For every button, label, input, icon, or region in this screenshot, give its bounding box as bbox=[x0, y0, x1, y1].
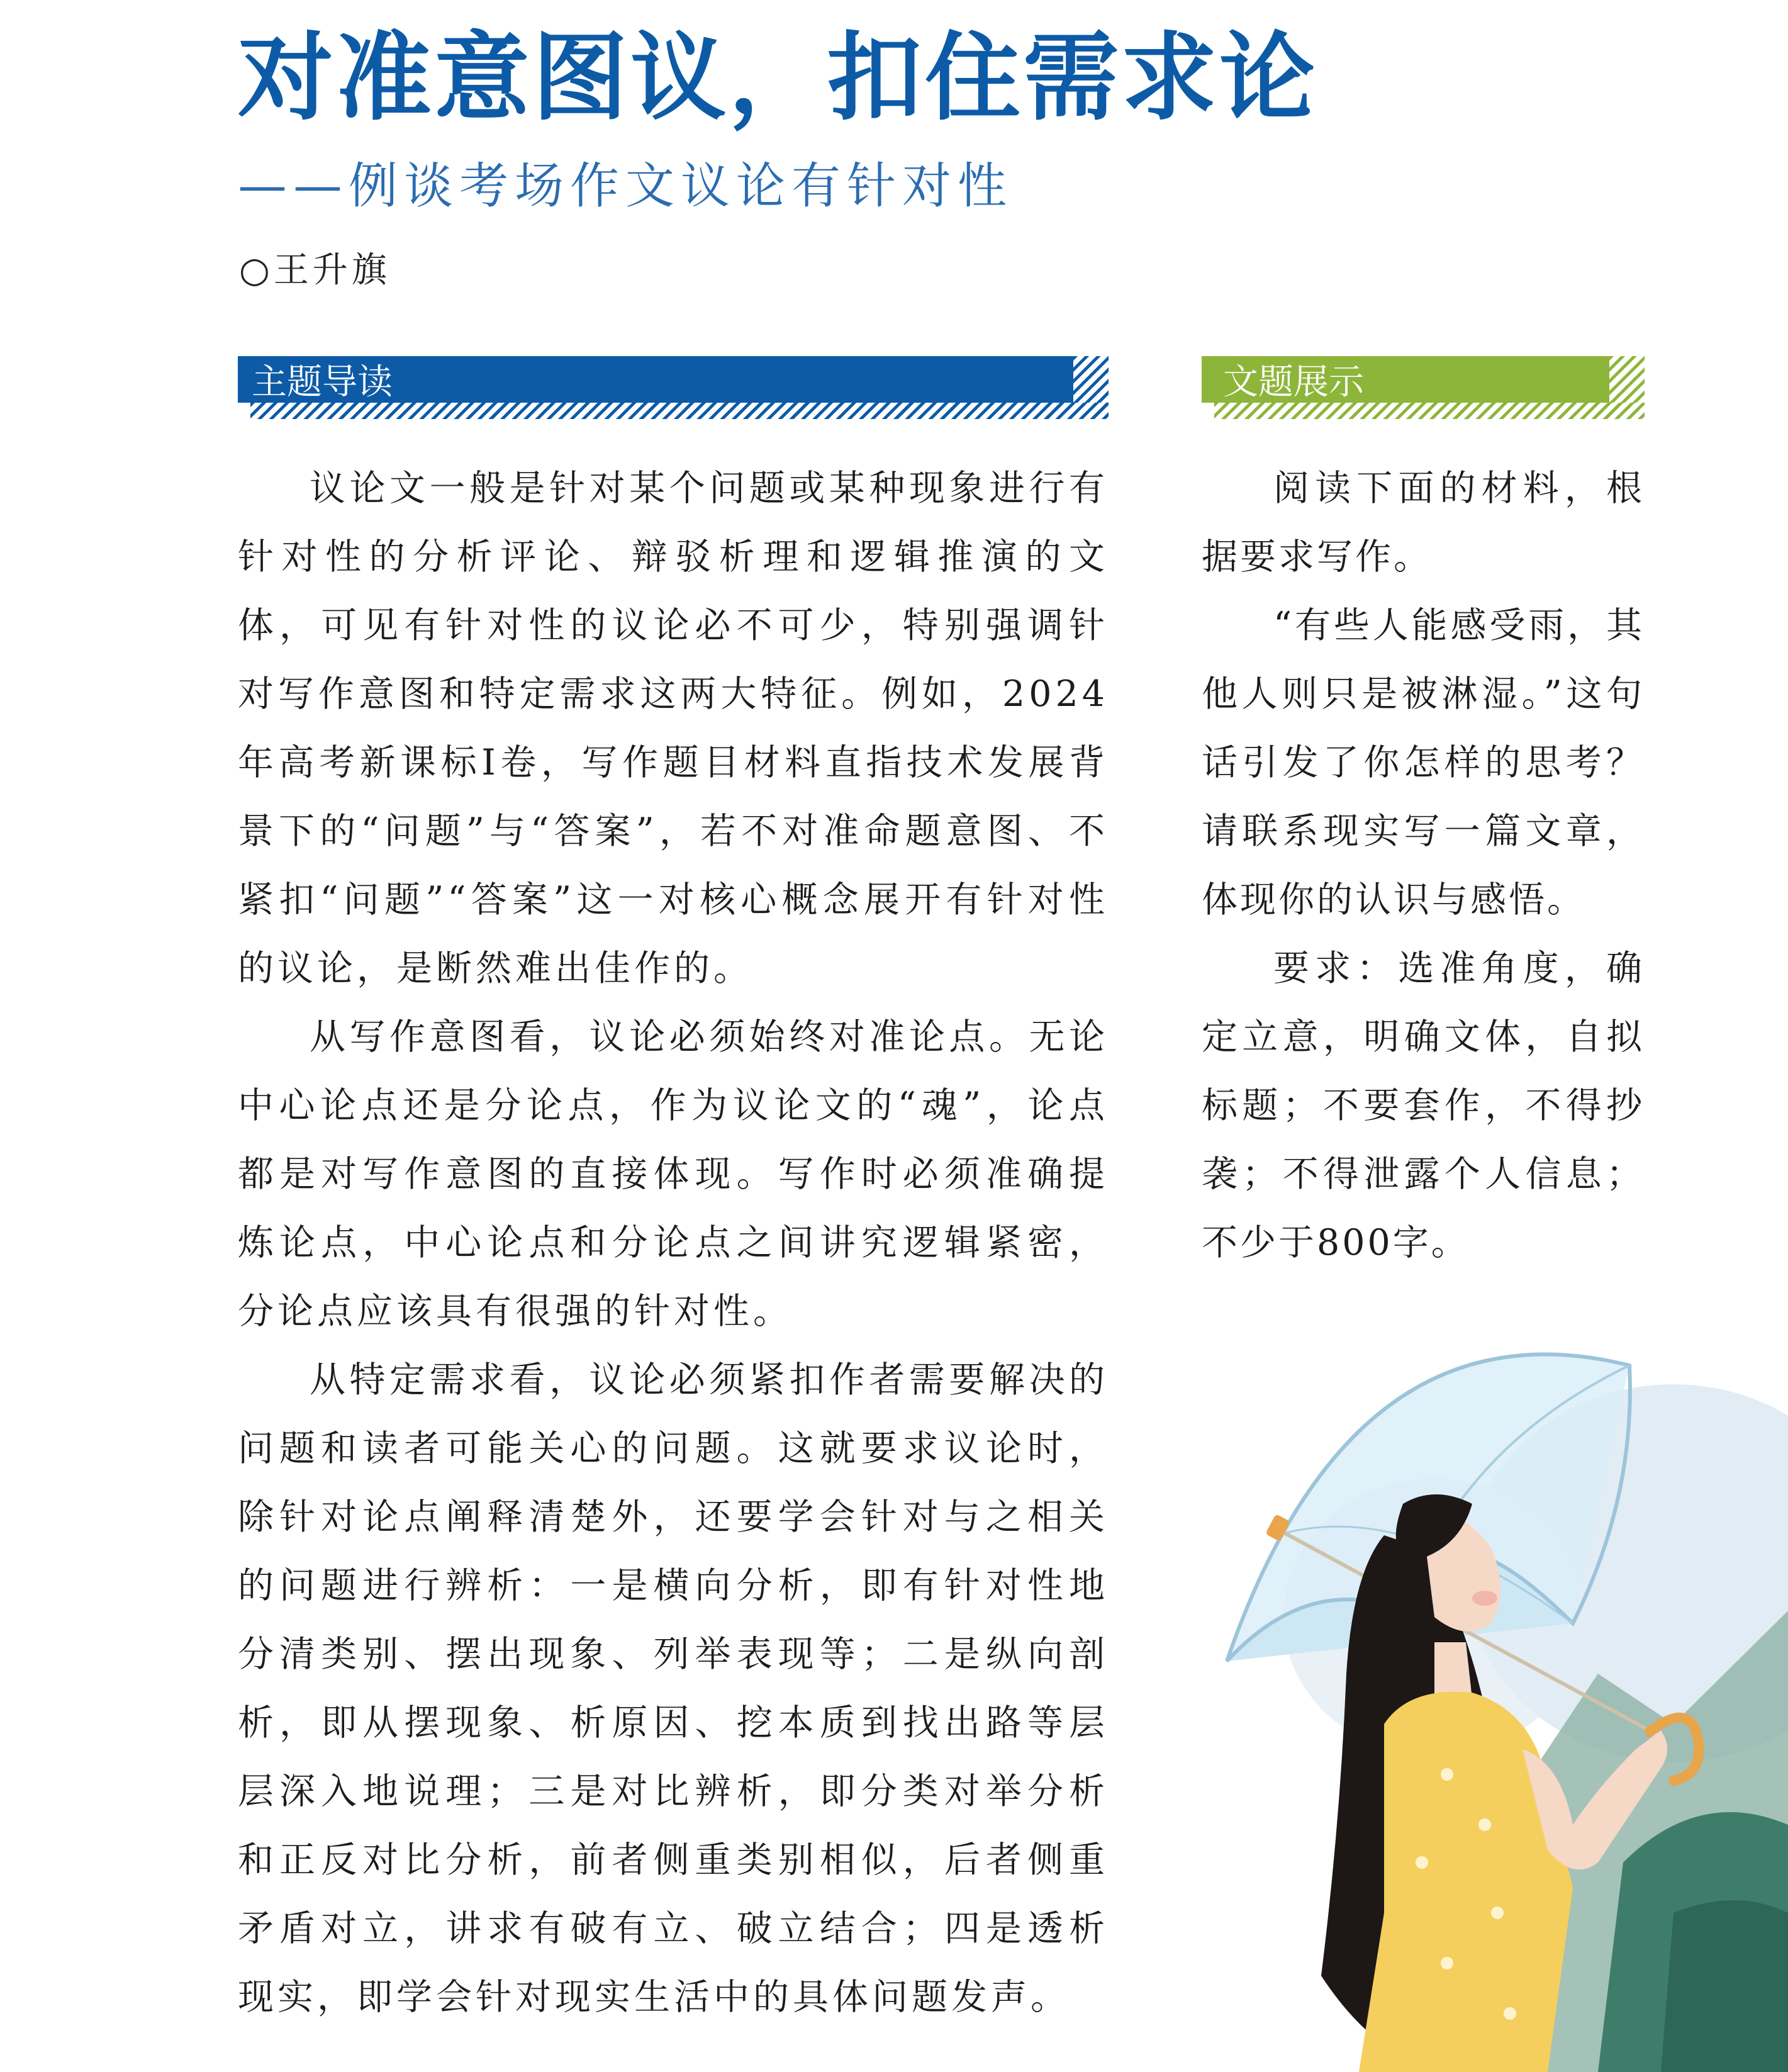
prompt-display-heading bbox=[1202, 356, 1645, 419]
body-paragraph: 从特定需求看，议论必须紧扣作者需要解决的问题和读者可能关心的问题。这就要求议论时，除针对论点阐释清楚外，还要学会针对与之相关的问题进行辨析：一是横向分析，即有针对性地分清类别、摆出现象、列举表现等；二是纵向剖析，即从摆现象、析原因、挖本质到找出路等层层深入地说理；三是对比辨析，即分类对举分析和正反对比分析，前者侧重类别相似，后者侧重矛盾对立，讲求有破有立、破立结合；四是透析现实，即学会针对现实生活中的具体问题发声。 bbox=[238, 1359, 1109, 2018]
theme-guide-label: 主题导读 bbox=[238, 356, 1075, 403]
heading-hatch-decoration bbox=[1609, 356, 1645, 403]
body-paragraph: 议论文一般是针对某个问题或某种现象进行有针对性的分析评论、辩驳析理和逻辑推演的文体，可见有针对性的议论必不可少，特别强调针对写作意图和特定需求这两大特征。例如，2024年高考新课标I卷，写作题目材料直指技术发展背景下的“问题”与“答案”，若不对准命题意图、不紧扣“问题”“答案”这一对核心概念展开有针对性的议论，是断然难出佳作的。 bbox=[238, 468, 1109, 989]
prompt-paragraph: 要求：选准角度，确定立意，明确文体，自拟标题；不要套作，不得抄袭；不得泄露个人信息；不少于800字。 bbox=[1202, 948, 1645, 1263]
article-title: 对准意图议，扣住需求论 bbox=[238, 22, 1317, 133]
prompt-paragraph: 阅读下面的材料，根据要求写作。 bbox=[1202, 468, 1645, 578]
prompt-display-body bbox=[1202, 454, 1645, 1277]
body-paragraph: 从写作意图看，议论必须始终对准论点。无论中心论点还是分论点，作为议论文的“魂”，论点都是对写作意图的直接体现。写作时必须准确提炼论点，中心论点和分论点之间讲究逻辑紧密，分论点应该具有很强的针对性。 bbox=[238, 1016, 1109, 1332]
theme-guide-body bbox=[238, 454, 1109, 2032]
heading-hatch-decoration bbox=[1214, 403, 1645, 419]
prompt-paragraph: “有些人能感受雨，其他人则只是被淋湿。”这句话引发了你怎样的思考？请联系现实写一篇文章，体现你的认识与感悟。 bbox=[1202, 605, 1645, 921]
theme-guide-heading bbox=[238, 356, 1109, 419]
article-subtitle: ——例谈考场作文议论有针对性 bbox=[238, 158, 1014, 215]
author-byline: ○王升旗 bbox=[239, 250, 391, 291]
heading-hatch-decoration bbox=[1073, 356, 1109, 403]
prompt-display-label: 文题展示 bbox=[1202, 356, 1611, 403]
girl-with-umbrella-illustration bbox=[1195, 1347, 1788, 2072]
heading-hatch-decoration bbox=[250, 403, 1109, 419]
